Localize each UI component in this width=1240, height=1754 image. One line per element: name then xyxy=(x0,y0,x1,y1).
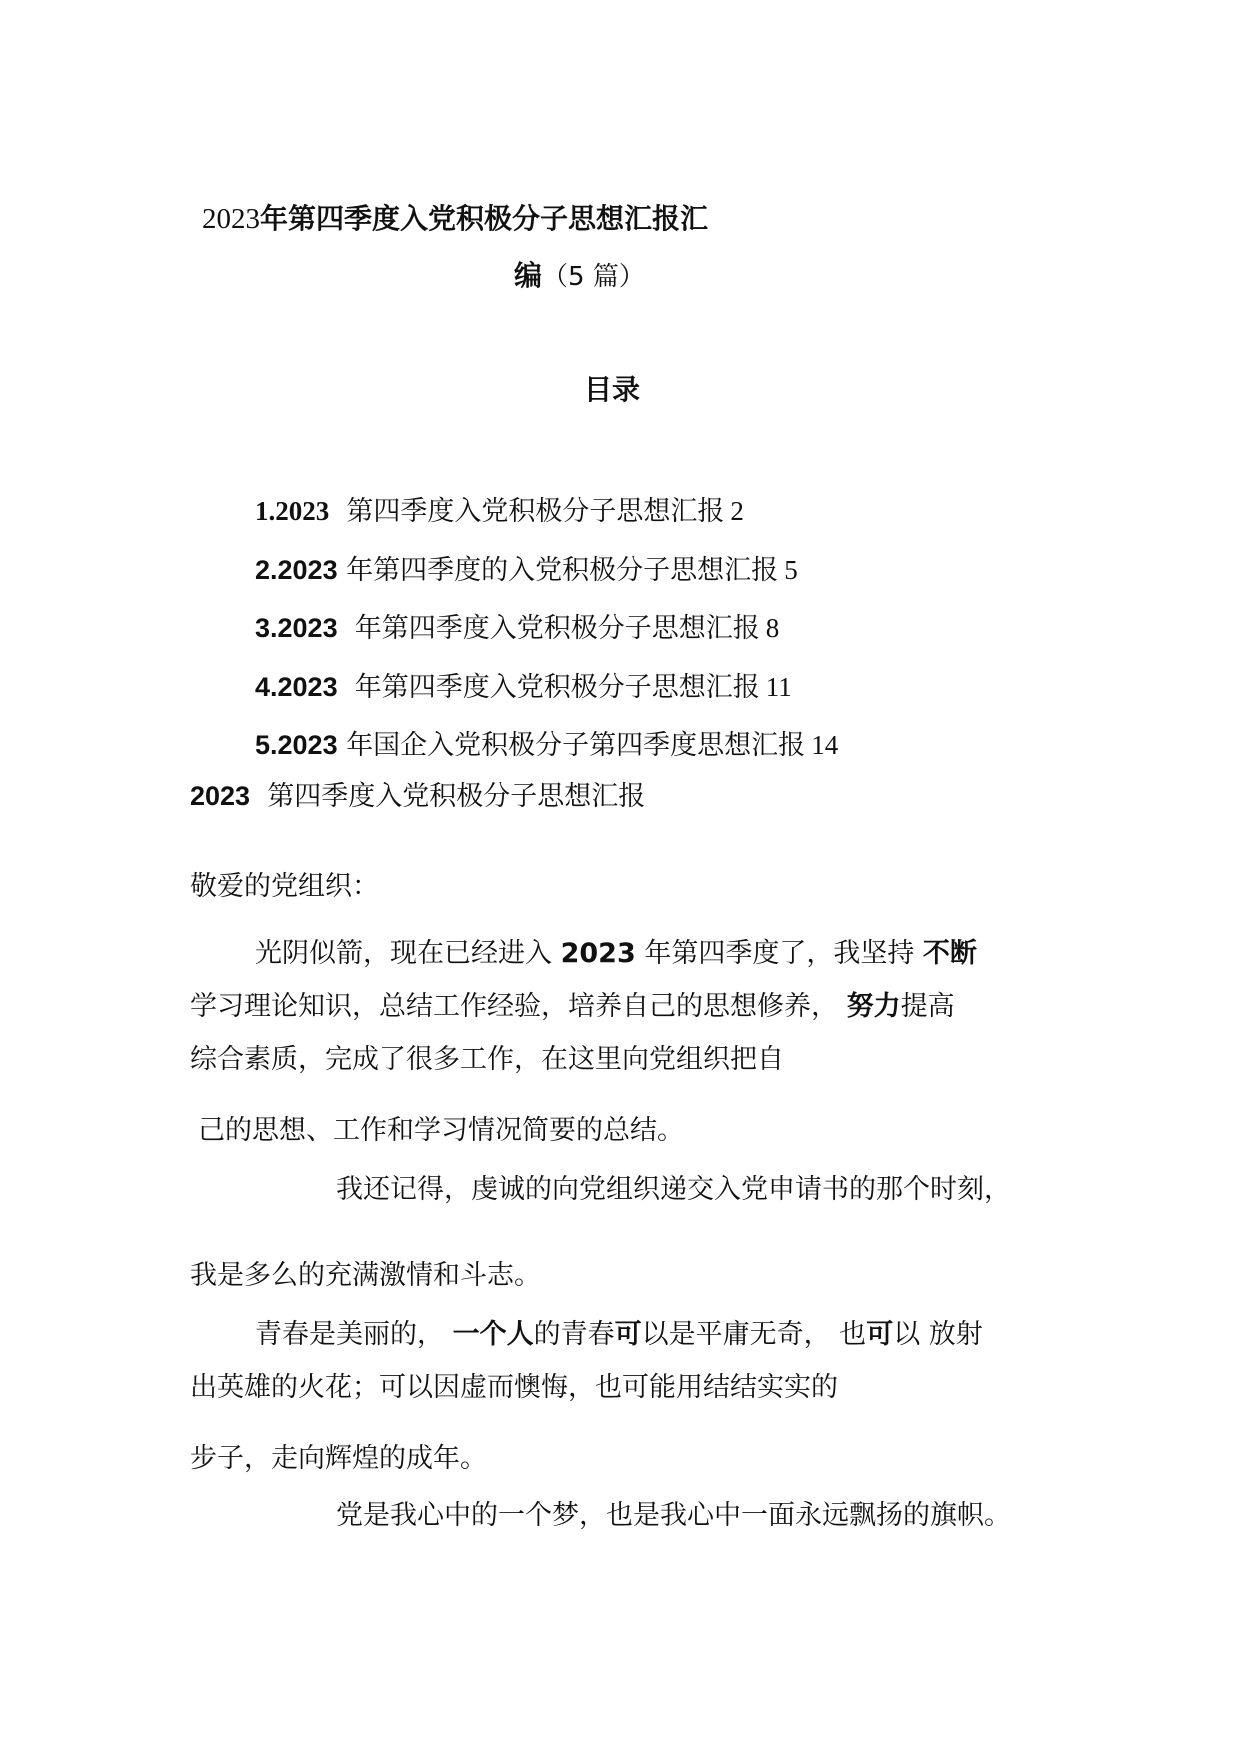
body-line: 己的思想、工作和学习情况简要的总结。 xyxy=(198,1115,684,1146)
body-fragment: 的青春 xyxy=(533,1319,615,1350)
body-line: 我还记得，虔诚的向党组织递交入党申请书的那个时刻， xyxy=(336,1174,1011,1205)
body-fragment-emphasis: 一个人 xyxy=(452,1319,534,1350)
body-fragment: 年第四季度了，我坚持 xyxy=(635,938,923,969)
toc-item-text: 年第四季度的入党积极分子思想汇报 xyxy=(346,555,779,586)
toc-item[interactable] xyxy=(255,498,744,525)
toc-item-page: 8 xyxy=(765,613,780,643)
body-line: 步子，走向辉煌的成年。 xyxy=(190,1443,487,1474)
document-title-line1 xyxy=(202,202,709,235)
body-line: 党是我心中的一个梦，也是我心中一面永远飘扬的旗帜。 xyxy=(336,1500,1011,1531)
body-fragment-year: 2023 xyxy=(560,938,636,969)
toc-item[interactable] xyxy=(255,557,798,584)
toc-item-text: 年国企入党积极分子第四季度思想汇报 xyxy=(346,730,806,761)
toc-heading: 目录 xyxy=(584,373,641,406)
body-fragment: 提高 xyxy=(900,991,955,1022)
toc-item[interactable] xyxy=(255,615,779,642)
toc-item[interactable] xyxy=(255,732,838,759)
section-title-text: 第四季度入党积极分子思想汇报 xyxy=(267,781,646,812)
body-line: 我是多么的充满激情和斗志。 xyxy=(190,1260,541,1291)
body-line xyxy=(255,1321,983,1348)
toc-item-page: 14 xyxy=(811,730,839,760)
toc-item-text: 年第四季度入党积极分子思想汇报 xyxy=(354,613,760,644)
toc-item-number: 1.2023 xyxy=(255,496,330,526)
toc-item-page: 5 xyxy=(784,555,798,585)
body-fragment: 光阴似箭，现在已经进入 xyxy=(255,938,561,969)
body-line: 综合素质，完成了很多工作，在这里向党组织把自 xyxy=(190,1044,784,1075)
toc-item-number: 4.2023 xyxy=(255,672,338,702)
toc-item[interactable] xyxy=(255,674,792,701)
toc-item-page: 11 xyxy=(765,672,792,702)
body-line xyxy=(190,993,955,1020)
body-fragment: 以是平庸无奇， 也 xyxy=(641,1319,867,1350)
body-line: 出英雄的火花；可以因虚而懊悔，也可能用结结实实的 xyxy=(190,1372,838,1403)
body-fragment-emphasis: 可 xyxy=(866,1319,894,1350)
title-text: 年第四季度入党积极分子思想汇报汇 xyxy=(260,202,709,235)
document-title-line2 xyxy=(514,259,645,292)
title-count: （5 篇） xyxy=(542,262,645,292)
body-fragment-emphasis: 不断 xyxy=(922,938,977,969)
toc-item-number: 5.2023 xyxy=(255,730,338,760)
toc-item-page: 2 xyxy=(730,496,744,526)
body-line xyxy=(255,940,977,967)
title-suffix: 编 xyxy=(514,259,543,292)
title-year: 2023 xyxy=(202,203,260,235)
body-fragment: 青春是美丽的， xyxy=(255,1319,453,1350)
section-title xyxy=(190,783,645,810)
body-fragment-emphasis: 可 xyxy=(614,1319,642,1350)
toc-item-text: 第四季度入党积极分子思想汇报 xyxy=(346,496,725,527)
body-fragment: 以 放射 xyxy=(893,1319,983,1350)
toc-item-number: 2.2023 xyxy=(255,555,338,585)
body-fragment: 学习理论知识，总结工作经验，培养自己的思想修养， xyxy=(190,991,847,1022)
salutation: 敬爱的党组织： xyxy=(190,871,379,902)
body-fragment-emphasis: 努力 xyxy=(846,991,901,1022)
toc-item-number: 3.2023 xyxy=(255,613,338,643)
section-title-year: 2023 xyxy=(190,781,251,811)
toc-item-text: 年第四季度入党积极分子思想汇报 xyxy=(354,672,760,703)
